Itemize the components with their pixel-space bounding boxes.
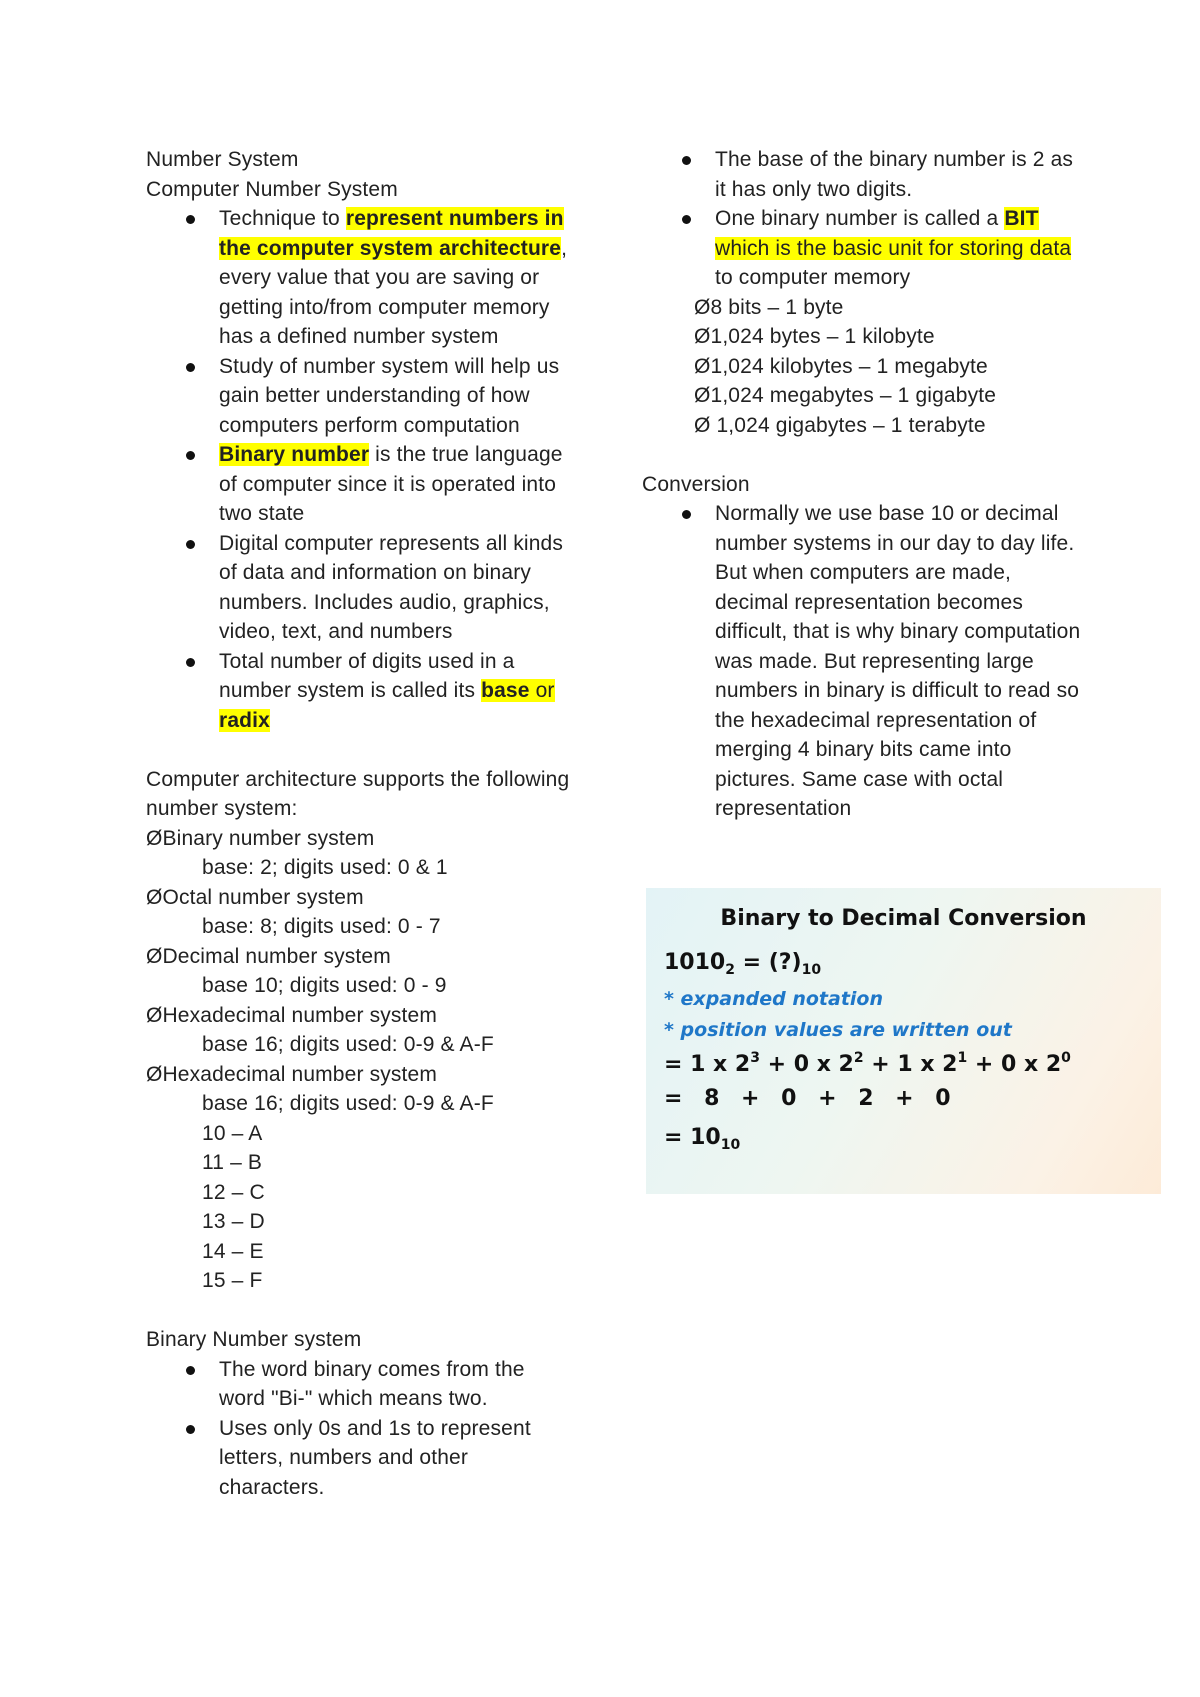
highlighted-text: radix [219,708,270,732]
hex-map-item: 15 – F [202,1269,263,1292]
figure-title: Binary to Decimal Conversion [720,906,1087,931]
list-item [219,204,576,352]
hex-map-item: 10 – A [202,1121,263,1145]
bullet-list-binary-base [642,145,1082,293]
expansion-term: + 1 x 2 [863,1052,958,1077]
hex-map-item: 12 – C [202,1180,265,1204]
bullet-text: is the true language of computer since it is operated into two state [219,443,563,525]
system-hexadecimal: ØHexadecimal number system [146,1003,437,1027]
hex-map-item: 13 – D [202,1210,265,1233]
unit-item: Ø 1,024 gigabytes – 1 terabyte [694,413,986,437]
list-item [219,647,576,736]
highlighted-text: Binary number [219,443,370,466]
expansion-exponent: 3 [750,1050,760,1066]
list-item [715,204,1082,293]
list-item: The word binary comes from the word "Bi-" which means two. [219,1355,576,1414]
system-hexadecimal-detail: base 16; digits used: 0-9 & A-F [202,1092,494,1115]
figure-result [664,1125,740,1153]
left-column [146,145,576,1502]
highlighted-text: BIT [1004,207,1039,230]
right-column [642,145,1082,824]
bullet-text: to computer memory [715,266,911,289]
bullet-list-conversion [642,499,1082,824]
result-value: = 10 [664,1125,721,1150]
equation-result-base: 10 [801,962,822,978]
bullet-text: Technique to [219,207,346,230]
section-heading-computer-number-system: Computer Number System [146,177,398,201]
unit-item: Ø8 bits – 1 byte [694,295,844,319]
unit-item: Ø1,024 megabytes – 1 gigabyte [694,384,997,407]
system-decimal-detail: base 10; digits used: 0 - 9 [202,974,447,997]
bullet-text: One binary number is called a [715,207,1005,230]
highlighted-text: which is the basic unit for storing data [715,236,1072,260]
list-item: Uses only 0s and 1s to represent letters, numbers and other characters. [219,1414,576,1503]
list-item: Study of number system will help us gain better understanding of how computers perform computation [219,352,576,441]
hex-map-item: 14 – E [202,1239,264,1263]
highlighted-text: or [529,679,555,702]
section-heading-conversion: Conversion [642,472,750,496]
unit-item: Ø1,024 bytes – 1 kilobyte [694,325,935,348]
system-octal-detail: base: 8; digits used: 0 - 7 [202,915,441,938]
system-binary: ØBinary number system [146,826,375,850]
system-binary-detail: base: 2; digits used: 0 & 1 [202,856,448,879]
hex-map-item: 11 – B [202,1151,263,1174]
highlighted-text: base [481,679,530,702]
list-item: Normally we use base 10 or decimal number systems in our day to day life. But when computers are made, decimal representation becomes difficult, that is why binary computation was made. But representing large numbers in binary is difficult to read so the hexadecimal representation of merging 4 binary bits came into pictures. Same case with octal representation [715,499,1082,824]
system-decimal: ØDecimal number system [146,944,391,968]
figure-expansion [664,1050,1071,1077]
system-octal: ØOctal number system [146,885,364,909]
list-item: The base of the binary number is 2 as it has only two digits. [715,145,1082,204]
bullet-text: , every value that you are saving or getting into/from computer memory has a defined number system [219,236,568,348]
bullet-list-binary [146,1355,576,1503]
expansion-term: + 0 x 2 [967,1052,1062,1077]
page-heading: Number System [146,148,299,171]
expansion-exponent: 2 [853,1050,864,1066]
list-item: Digital computer represents all kinds of data and information on binary numbers. Includes audio, graphics, video, text, and numbers [219,529,576,647]
binary-to-decimal-figure [646,888,1161,1194]
section-heading-binary-number-system: Binary Number system [146,1328,362,1351]
system-hexadecimal: ØHexadecimal number system [146,1062,437,1086]
highlighted-text: represent numbers in the computer system architecture [219,207,564,260]
expansion-exponent: 0 [1061,1050,1071,1066]
figure-sum: = 8 + 0 + 2 + 0 [664,1086,951,1111]
unit-item: Ø1,024 kilobytes – 1 megabyte [694,354,988,378]
bullet-list-number-system [146,204,576,735]
expansion-exponent: 1 [957,1050,968,1066]
figure-equation [664,950,821,978]
expansion-term: + 0 x 2 [759,1052,854,1077]
figure-note: * position values are written out [664,1019,1012,1041]
bullet-text: Total number of digits used in a number system is called its [219,649,515,702]
result-base: 10 [720,1137,741,1153]
equation-number: 1010 [664,950,726,975]
architecture-intro: Computer architecture supports the following number system: [146,767,570,820]
equation-base: 2 [725,962,735,978]
expansion-term: = 1 x 2 [664,1052,751,1077]
figure-note: * expanded notation [664,988,884,1010]
list-item [219,440,576,529]
system-hexadecimal-detail: base 16; digits used: 0-9 & A-F [202,1033,494,1056]
equation-unknown: = (?) [734,950,802,975]
